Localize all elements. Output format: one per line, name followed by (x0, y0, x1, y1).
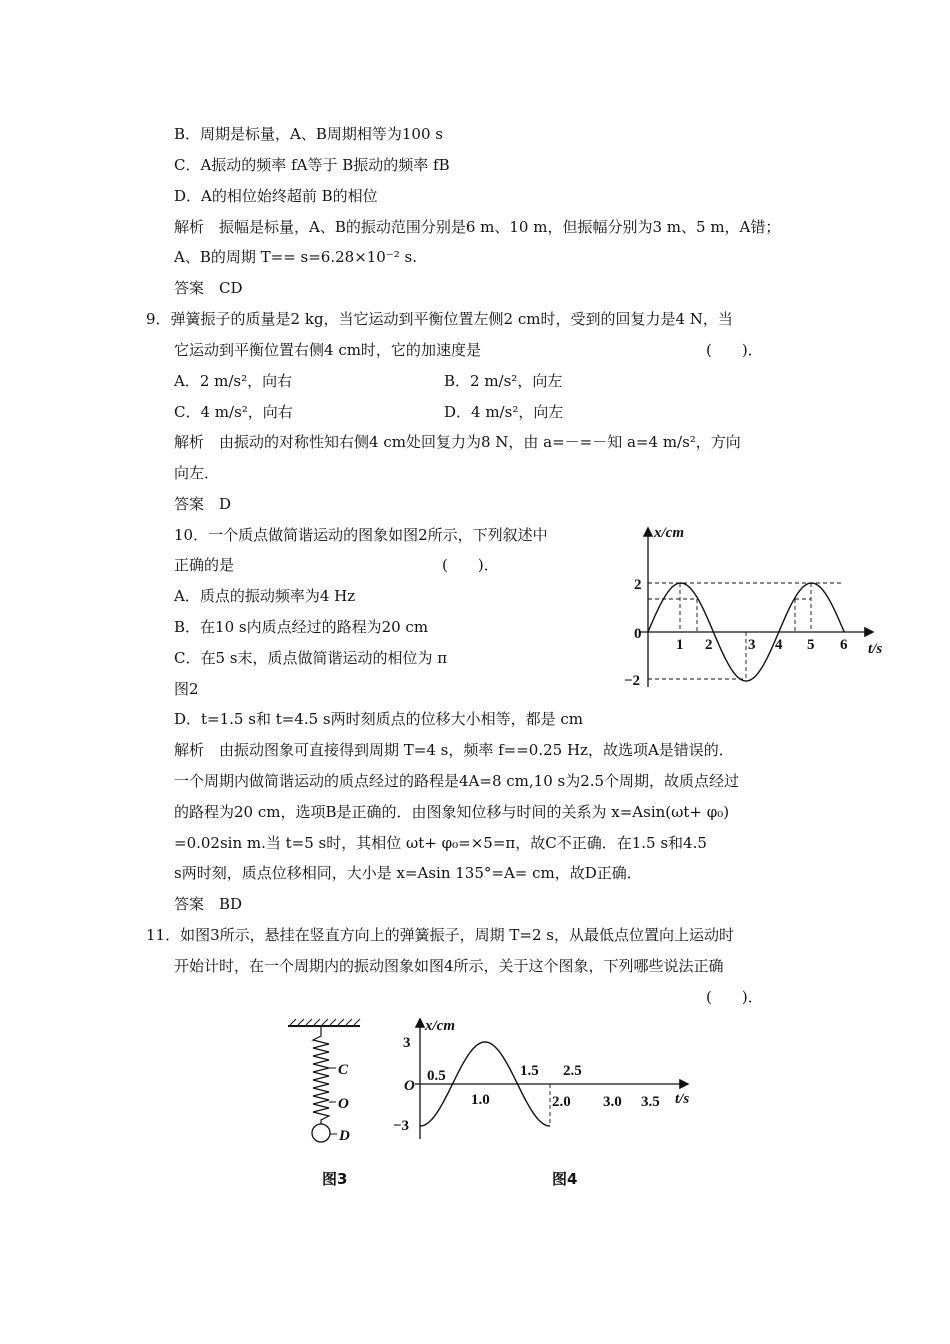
f4-x-tick-bottom: 3.5 (641, 1094, 660, 1110)
f3-ceiling-hatch (290, 1019, 360, 1025)
figure-4-graph (365, 1014, 705, 1144)
question-11-line2: 开始计时，在一个周期内的振动图象如图4所示，关于这个图象，下列哪些说法正确 (174, 957, 724, 975)
f3-ball (312, 1124, 330, 1142)
question-9-line1: 9．弹簧振子的质量是2 kg，当它运动到平衡位置左侧2 cm时，受到的回复力是4 N，当 (146, 310, 733, 328)
answer-8: 答案 CD (174, 279, 243, 297)
answer-9: 答案 D (174, 495, 232, 513)
analysis-10-line4: =0.02sin m.当 t=5 s时，其相位 ωt+ φ₀=×5=π，故C不正确．在1.5 s和4.5 (174, 834, 707, 852)
f2-y-tick: 0 (634, 626, 642, 642)
question-10-blank: ( )． (442, 556, 499, 574)
f2-x-label: t/s (868, 641, 883, 657)
f2-x-tick: 2 (705, 637, 713, 653)
option-9d: D．4 m/s²，向左 (444, 403, 564, 421)
f2-x-tick: 4 (775, 637, 783, 653)
f2-y-tick: −2 (624, 673, 641, 689)
f3-label-o: O (338, 1096, 349, 1112)
analysis-9-line1: 解析 由振动的对称性知右侧4 cm处回复力为8 N，由 a=－=－知 a=4 m/s²，方向 (174, 433, 741, 451)
figure-4-caption: 图4 (552, 1170, 578, 1188)
question-10-line2: 正确的是 (174, 556, 235, 574)
analysis-10-line2: 一个周期内做简谐运动的质点经过的路程是4A=8 cm,10 s为2.5个周期，故质点经过 (174, 772, 740, 790)
f4-y-tick: O (404, 1078, 415, 1094)
question-11-blank: ( )． (706, 988, 763, 1006)
figure-3-caption: 图3 (322, 1170, 348, 1188)
option-8c: C．A振动的频率 fA等于 B振动的频率 fB (174, 156, 450, 174)
option-9c: C．4 m/s²，向右 (174, 403, 293, 421)
option-10c: C．在5 s末，质点做简谐运动的相位为 π (174, 649, 448, 667)
f2-x-tick: 3 (748, 637, 756, 653)
question-11-line1: 11．如图3所示，悬挂在竖直方向上的弹簧振子，周期 T=2 s，从最低点位置向上运动时 (146, 926, 734, 944)
analysis-8-line1: 解析 振幅是标量，A、B的振动范围分别是6 m、10 m，但振幅分别为3 m、5 m，A错； (174, 218, 781, 236)
figure-3-spring (282, 1018, 372, 1148)
f4-x-label: t/s (675, 1091, 690, 1107)
option-10d: D．t=1.5 s和 t=4.5 s两时刻质点的位移大小相等，都是 cm (174, 710, 584, 728)
option-10b: B．在10 s内质点经过的路程为20 cm (174, 618, 429, 636)
f4-y-tick: 3 (403, 1035, 411, 1051)
f4-x-tick-bottom: 3.0 (603, 1094, 622, 1110)
f2-y-label: x/cm (654, 525, 684, 541)
f4-x-tick-top: 1.5 (520, 1063, 539, 1079)
option-8b: B．周期是标量，A、B周期相等为100 s (174, 125, 443, 143)
figure-2-graph (610, 515, 910, 695)
question-9-blank: ( )． (706, 341, 763, 359)
question-10-line1: 10．一个质点做简谐运动的图象如图2所示，下列叙述中 (174, 526, 548, 544)
f2-x-tick: 1 (676, 637, 684, 653)
figure-2-label: 图2 (174, 680, 199, 698)
f4-x-tick-bottom: 2.0 (552, 1094, 571, 1110)
f4-y-tick: −3 (393, 1118, 410, 1134)
option-10a: A．质点的振动频率为4 Hz (174, 587, 356, 605)
analysis-8-line2: A、B的周期 T== s=6.28×10⁻² s. (174, 248, 418, 266)
question-9-line2: 它运动到平衡位置右侧4 cm时，它的加速度是 (174, 341, 481, 359)
f2-y-tick: 2 (634, 577, 642, 593)
answer-10: 答案 BD (174, 895, 243, 913)
option-9b: B．2 m/s²，向左 (444, 372, 563, 390)
f4-x-tick-bottom: 1.0 (471, 1092, 490, 1108)
analysis-10-line1: 解析 由振动图象可直接得到周期 T=4 s，频率 f==0.25 Hz，故选项A是错误的． (174, 741, 734, 759)
f4-x-tick-top: 2.5 (563, 1063, 582, 1079)
f3-spring-coil (313, 1026, 329, 1124)
f3-label-c: C (338, 1062, 349, 1078)
f4-y-label: x/cm (425, 1018, 455, 1034)
f2-x-tick: 6 (840, 637, 848, 653)
analysis-10-line3: 的路程为20 cm，选项B是正确的．由图象知位移与时间的关系为 x=Asin(ωt+ φ₀) (174, 803, 730, 821)
analysis-9-line2: 向左． (174, 464, 220, 482)
analysis-10-line5: s两时刻，质点位移相同，大小是 x=Asin 135°=A= cm，故D正确． (174, 864, 642, 882)
option-8d: D．A的相位始终超前 B的相位 (174, 187, 378, 205)
f4-x-tick-top: 0.5 (427, 1068, 446, 1084)
option-9a: A．2 m/s²，向右 (174, 372, 293, 390)
f2-x-tick: 5 (807, 637, 815, 653)
f2-guides (648, 583, 843, 679)
f3-label-d: D (339, 1128, 350, 1144)
